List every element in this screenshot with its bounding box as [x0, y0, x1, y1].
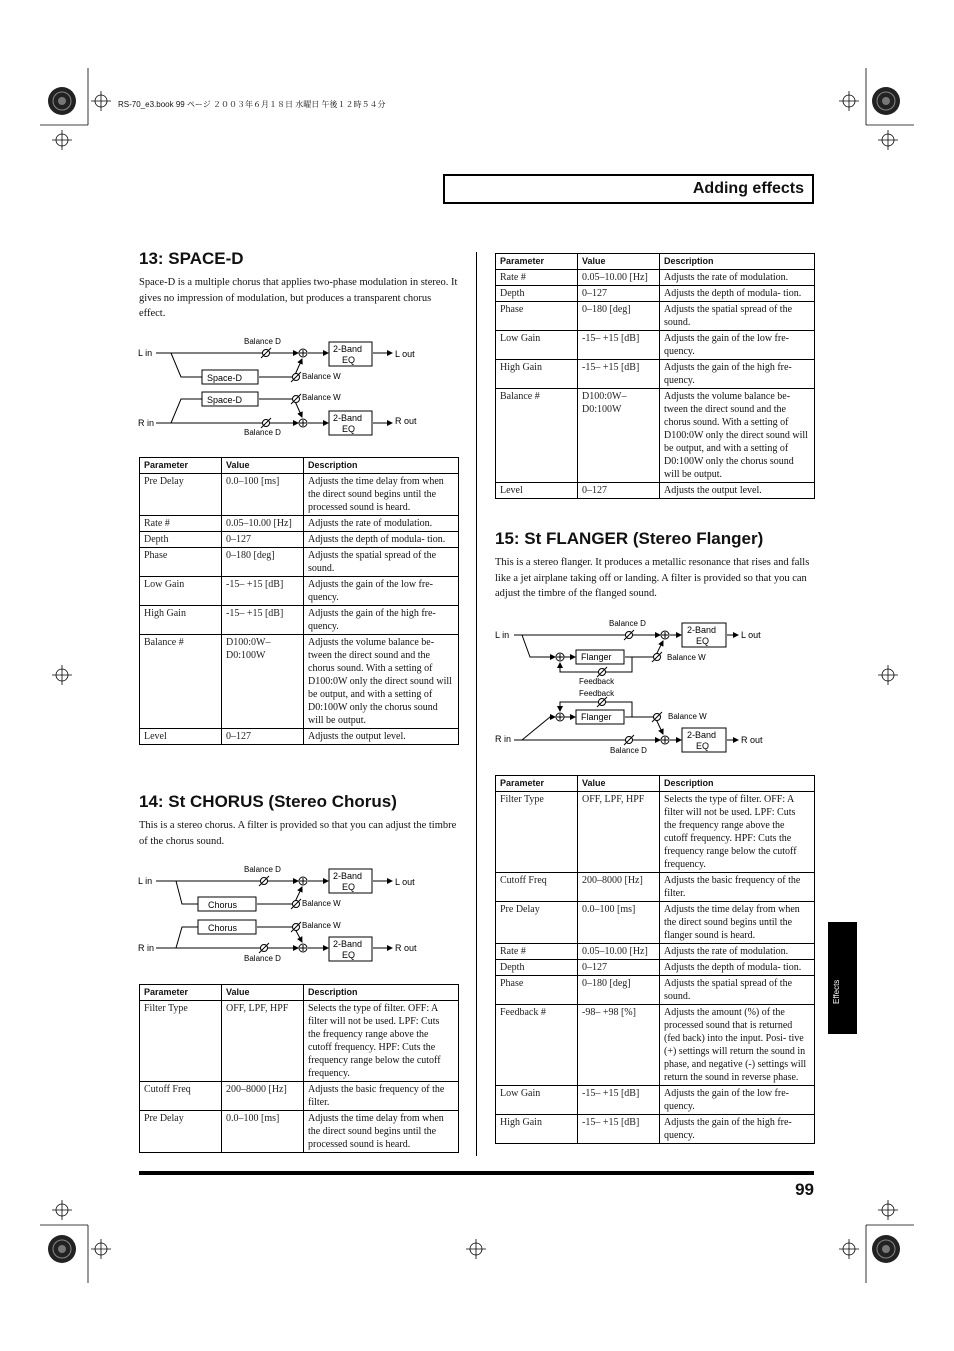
crosshair-icon [91, 1239, 111, 1259]
table-row [496, 902, 815, 944]
description-cell: Adjusts the gain of the high fre- quency. [304, 606, 459, 635]
sec15-title: 15: St FLANGER (Stereo Flanger) [495, 529, 764, 548]
crosshair-icon [52, 130, 72, 150]
sec15-table [495, 775, 815, 1144]
svg-text:2-Band: 2-Band [687, 625, 717, 635]
description-cell: Adjusts the gain of the low fre- quency. [660, 331, 815, 360]
param-cell: Filter Type [496, 792, 578, 873]
svg-text:Balance W: Balance W [302, 899, 341, 908]
value-cell: OFF, LPF, HPF [222, 1001, 304, 1082]
column-divider [476, 252, 477, 1156]
svg-text:EQ: EQ [342, 950, 356, 960]
param-cell: Depth [140, 532, 222, 548]
svg-text:Space-D: Space-D [207, 395, 243, 405]
value-cell: -15– +15 [dB] [578, 331, 660, 360]
sec14-table [139, 984, 459, 1153]
st-chorus-diagram [136, 862, 436, 967]
table-row [140, 1001, 459, 1082]
svg-text:2-Band: 2-Band [333, 413, 363, 423]
value-cell: -15– +15 [dB] [578, 1086, 660, 1115]
description-cell: Adjusts the output level. [660, 483, 815, 499]
value-cell: 0–180 [deg] [578, 976, 660, 1005]
value-cell: -98– +98 [%] [578, 1005, 660, 1086]
description-cell: Adjusts the time delay from when the direct sound begins until the processed sound is heard. [304, 1111, 459, 1153]
side-tab-label: Effects [832, 979, 841, 1004]
table-row [140, 516, 459, 532]
param-cell: Low Gain [496, 331, 578, 360]
col-parameter: Parameter [140, 985, 222, 1001]
svg-text:L in: L in [138, 876, 153, 886]
table-row [496, 270, 815, 286]
description-cell: Adjusts the rate of modulation. [304, 516, 459, 532]
crosshair-icon [839, 91, 859, 111]
svg-text:Balance D: Balance D [244, 337, 281, 346]
svg-text:EQ: EQ [696, 636, 710, 646]
col-description: Description [660, 254, 815, 270]
registration-target-icon [48, 87, 76, 115]
col-value: Value [222, 985, 304, 1001]
crosshair-icon [52, 1200, 72, 1220]
description-cell: Adjusts the time delay from when the direct sound begins until the flanger sound is heard. [660, 902, 815, 944]
description-cell: Adjusts the output level. [304, 729, 459, 745]
description-cell: Adjusts the spatial spread of the sound. [660, 302, 815, 331]
param-cell: Low Gain [140, 577, 222, 606]
table-row [140, 577, 459, 606]
description-cell: Adjusts the volume balance be- tween the direct sound and the chorus sound. With a setting of D100:0W only the direct sound will be output, and with a setting of D0:100W only the chorus sound will be output. [304, 635, 459, 729]
table-row [140, 729, 459, 745]
col-description: Description [304, 458, 459, 474]
table-row [496, 360, 815, 389]
param-cell: Phase [496, 302, 578, 331]
param-cell: Balance # [140, 635, 222, 729]
description-cell: Adjusts the gain of the low fre- quency. [304, 577, 459, 606]
param-cell: Phase [496, 976, 578, 1005]
svg-text:Balance D: Balance D [609, 619, 646, 628]
value-cell: OFF, LPF, HPF [578, 792, 660, 873]
table-row [496, 944, 815, 960]
col-parameter: Parameter [140, 458, 222, 474]
sec14-intro: This is a stereo chorus. A filter is provided so that you can adjust the timbre of the chorus sound. [139, 820, 457, 847]
sec14-table-continued [495, 253, 815, 499]
value-cell: -15– +15 [dB] [222, 606, 304, 635]
sec13-title: 13: SPACE-D [139, 249, 244, 268]
value-cell: -15– +15 [dB] [222, 577, 304, 606]
svg-text:Balance D: Balance D [244, 954, 281, 963]
svg-text:Balance W: Balance W [302, 393, 341, 402]
param-cell: Level [140, 729, 222, 745]
param-cell: Phase [140, 548, 222, 577]
table-row [140, 532, 459, 548]
crosshair-icon [52, 665, 72, 685]
crosshair-icon [878, 1200, 898, 1220]
param-cell: Cutoff Freq [140, 1082, 222, 1111]
value-cell: -15– +15 [dB] [578, 360, 660, 389]
side-tab [828, 922, 857, 1034]
value-cell: 0.05–10.00 [Hz] [578, 270, 660, 286]
value-cell: 0.0–100 [ms] [222, 474, 304, 516]
svg-text:EQ: EQ [696, 741, 710, 751]
sec13-table [139, 457, 459, 745]
registration-target-icon [48, 1235, 76, 1263]
description-cell: Adjusts the depth of modula- tion. [660, 960, 815, 976]
param-cell: Balance # [496, 389, 578, 483]
description-cell: Adjusts the gain of the high fre- quency. [660, 1115, 815, 1144]
value-cell: 0–127 [222, 532, 304, 548]
param-cell: Rate # [496, 944, 578, 960]
value-cell: 0.0–100 [ms] [578, 902, 660, 944]
svg-text:2-Band: 2-Band [687, 730, 717, 740]
svg-text:L in: L in [495, 630, 510, 640]
param-cell: Rate # [496, 270, 578, 286]
table-row [496, 873, 815, 902]
svg-text:EQ: EQ [342, 424, 356, 434]
svg-text:L out: L out [395, 349, 415, 359]
col-value: Value [222, 458, 304, 474]
table-row [496, 302, 815, 331]
value-cell: 0.05–10.00 [Hz] [222, 516, 304, 532]
table-row [140, 474, 459, 516]
svg-text:L out: L out [395, 877, 415, 887]
svg-text:R in: R in [138, 943, 155, 953]
value-cell: 0–180 [deg] [578, 302, 660, 331]
space-d-diagram [136, 335, 436, 440]
param-cell: Rate # [140, 516, 222, 532]
svg-text:EQ: EQ [342, 355, 356, 365]
table-row [496, 1115, 815, 1144]
col-description: Description [660, 776, 815, 792]
value-cell: D100:0W– D0:100W [222, 635, 304, 729]
footer-rule [139, 1171, 814, 1175]
param-cell: Pre Delay [140, 1111, 222, 1153]
svg-text:EQ: EQ [342, 882, 356, 892]
value-cell: 0–127 [578, 286, 660, 302]
table-row [496, 331, 815, 360]
table-row [496, 792, 815, 873]
sec15-intro: This is a stereo flanger. It produces a metallic resonance that rises and falls like a jet airplane taking off or landing. A filter is provided so that you can adjust the timbre of the flanged sound. [495, 557, 810, 599]
crosshair-icon [466, 1239, 486, 1259]
svg-text:Space-D: Space-D [207, 373, 243, 383]
crosshair-icon [91, 91, 111, 111]
svg-text:R in: R in [495, 734, 512, 744]
table-row [496, 483, 815, 499]
svg-text:Flanger: Flanger [581, 652, 612, 662]
table-row [140, 1082, 459, 1111]
description-cell: Selects the type of filter. OFF: A filter will not be used. LPF: Cuts the frequency range above the cutoff frequency. HPF: Cuts the frequency range below the cutoff frequency. [660, 792, 815, 873]
svg-text:Balance W: Balance W [667, 653, 706, 662]
svg-text:Flanger: Flanger [581, 712, 612, 722]
table-row [496, 286, 815, 302]
table-row [140, 548, 459, 577]
table-row [496, 1005, 815, 1086]
description-cell: Adjusts the rate of modulation. [660, 270, 815, 286]
crosshair-icon [878, 130, 898, 150]
svg-text:R in: R in [138, 418, 155, 428]
value-cell: 200–8000 [Hz] [222, 1082, 304, 1111]
table-row [496, 976, 815, 1005]
value-cell: 200–8000 [Hz] [578, 873, 660, 902]
description-cell: Adjusts the rate of modulation. [660, 944, 815, 960]
col-description: Description [304, 985, 459, 1001]
svg-text:Balance D: Balance D [244, 865, 281, 874]
page-number: 99 [795, 1180, 814, 1199]
description-cell: Adjusts the spatial spread of the sound. [304, 548, 459, 577]
svg-text:Chorus: Chorus [208, 900, 238, 910]
col-value: Value [578, 254, 660, 270]
svg-text:L out: L out [741, 630, 761, 640]
param-cell: Level [496, 483, 578, 499]
value-cell: 0–127 [578, 960, 660, 976]
crosshair-icon [878, 665, 898, 685]
svg-text:R out: R out [395, 416, 417, 426]
param-cell: High Gain [140, 606, 222, 635]
table-row [496, 1086, 815, 1115]
table-row [140, 606, 459, 635]
value-cell: 0.0–100 [ms] [222, 1111, 304, 1153]
param-cell: Depth [496, 286, 578, 302]
svg-text:2-Band: 2-Band [333, 939, 363, 949]
description-cell: Adjusts the basic frequency of the filter. [304, 1082, 459, 1111]
svg-text:2-Band: 2-Band [333, 871, 363, 881]
svg-text:Balance D: Balance D [610, 746, 647, 755]
description-cell: Adjusts the spatial spread of the sound. [660, 976, 815, 1005]
description-cell: Adjusts the gain of the high fre- quency. [660, 360, 815, 389]
col-value: Value [578, 776, 660, 792]
svg-text:Feedback: Feedback [579, 689, 615, 698]
svg-text:R out: R out [741, 735, 763, 745]
col-parameter: Parameter [496, 776, 578, 792]
value-cell: D100:0W– D0:100W [578, 389, 660, 483]
value-cell: 0.05–10.00 [Hz] [578, 944, 660, 960]
svg-text:Chorus: Chorus [208, 923, 238, 933]
svg-text:Balance W: Balance W [302, 921, 341, 930]
value-cell: 0–127 [222, 729, 304, 745]
description-cell: Selects the type of filter. OFF: A filter will not be used. LPF: Cuts the frequency range above the cutoff frequency. HPF: Cuts the frequency range below the cutoff frequency. [304, 1001, 459, 1082]
sec13-intro: Space-D is a multiple chorus that applies two-phase modulation in stereo. It gives no impression of modulation, but produces a transparent chorus effect. [139, 277, 458, 319]
value-cell: -15– +15 [dB] [578, 1115, 660, 1144]
crop-header: RS-70_e3.book 99 ページ ２００３年６月１８日 水曜日 午後１２時５４分 [118, 100, 386, 109]
param-cell: Filter Type [140, 1001, 222, 1082]
param-cell: Cutoff Freq [496, 873, 578, 902]
param-cell: Low Gain [496, 1086, 578, 1115]
svg-text:Balance W: Balance W [668, 712, 707, 721]
description-cell: Adjusts the volume balance be- tween the direct sound and the chorus sound. With a setting of D100:0W only the direct sound will be output, and with a setting of D0:100W only the chorus sound will be output. [660, 389, 815, 483]
param-cell: Depth [496, 960, 578, 976]
section-header-title: Adding effects [692, 180, 804, 197]
param-cell: Pre Delay [140, 474, 222, 516]
description-cell: Adjusts the depth of modula- tion. [660, 286, 815, 302]
table-row [140, 1111, 459, 1153]
col-parameter: Parameter [496, 254, 578, 270]
svg-text:Balance D: Balance D [244, 428, 281, 437]
table-row [496, 960, 815, 976]
description-cell: Adjusts the depth of modula- tion. [304, 532, 459, 548]
param-cell: Pre Delay [496, 902, 578, 944]
description-cell: Adjusts the gain of the low fre- quency. [660, 1086, 815, 1115]
registration-target-icon [872, 1235, 900, 1263]
svg-text:R out: R out [395, 943, 417, 953]
svg-text:Balance W: Balance W [302, 372, 341, 381]
param-cell: Feedback # [496, 1005, 578, 1086]
sec14-title: 14: St CHORUS (Stereo Chorus) [139, 792, 397, 811]
description-cell: Adjusts the time delay from when the direct sound begins until the processed sound is heard. [304, 474, 459, 516]
svg-text:L in: L in [138, 348, 153, 358]
table-row [140, 635, 459, 729]
description-cell: Adjusts the amount (%) of the processed sound that is returned (fed back) into the input. Posi- tive (+) settings will return the sound in phase, and negative (-) settings will return the sound in reverse phase. [660, 1005, 815, 1086]
value-cell: 0–180 [deg] [222, 548, 304, 577]
registration-target-icon [872, 87, 900, 115]
description-cell: Adjusts the basic frequency of the filter. [660, 873, 815, 902]
svg-text:Feedback: Feedback [579, 677, 615, 686]
crosshair-icon [839, 1239, 859, 1259]
st-flanger-diagram [492, 614, 792, 759]
table-row [496, 389, 815, 483]
value-cell: 0–127 [578, 483, 660, 499]
svg-text:2-Band: 2-Band [333, 344, 363, 354]
param-cell: High Gain [496, 360, 578, 389]
param-cell: High Gain [496, 1115, 578, 1144]
section-header-box [443, 174, 814, 204]
